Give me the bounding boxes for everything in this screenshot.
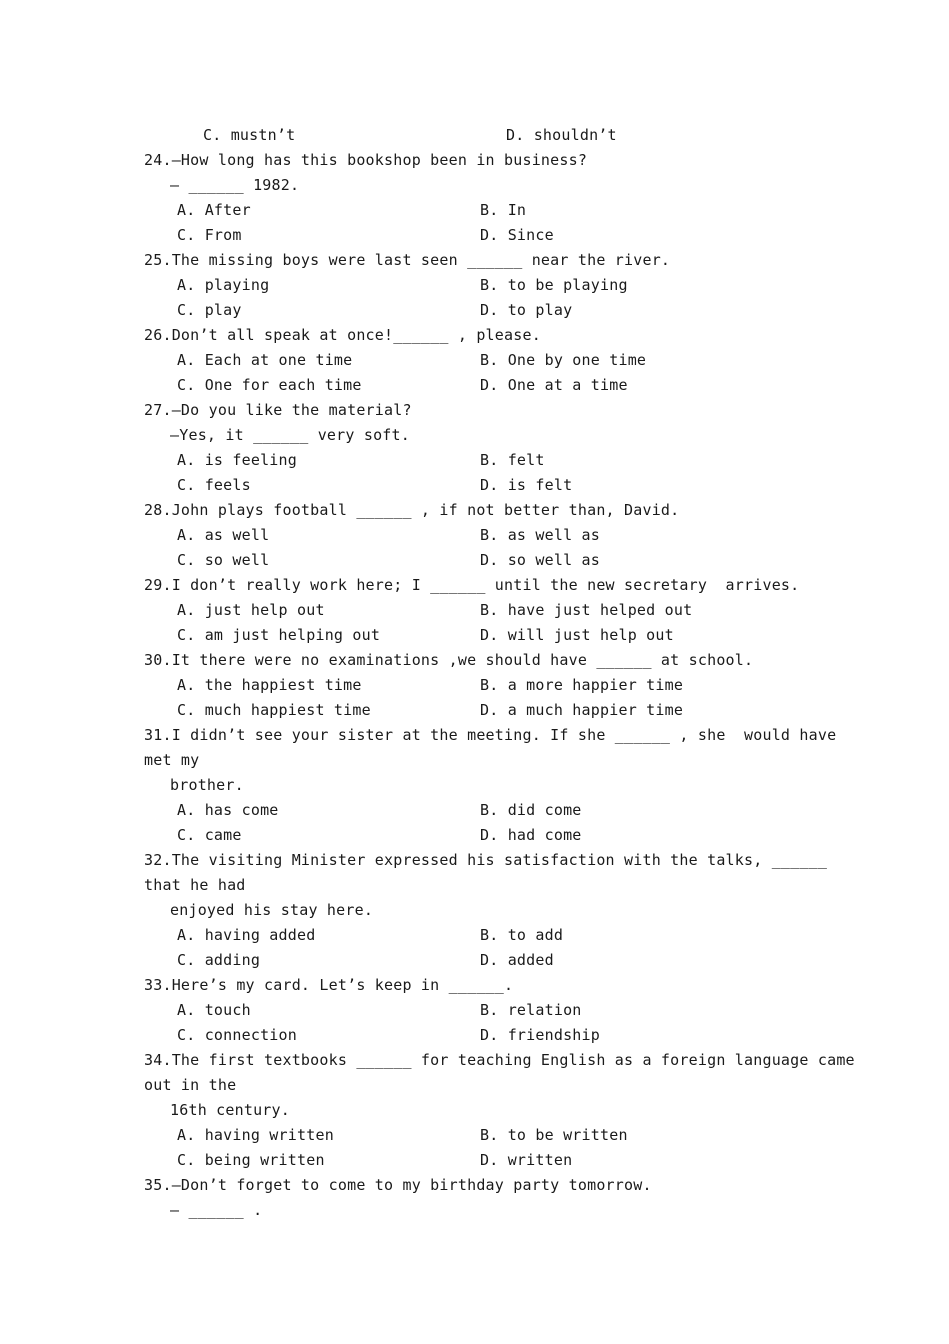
q33-option-b: B. relation [480,1001,582,1019]
q28-option-c: C. so well [177,551,270,569]
q32-option-a: A. having added [177,926,316,944]
question-24-reply: — ______ 1982. [170,176,300,194]
q24-option-a: A. After [177,201,251,219]
prev-option-d: D. shouldn’t [506,126,617,144]
question-32: 32.The visiting Minister expressed his satisfaction with the talks, ______ [144,851,828,869]
question-32-wrap: that he had [144,876,246,894]
q34-option-b: B. to be written [480,1126,628,1144]
question-35: 35.—Don’t forget to come to my birthday party tomorrow. [144,1176,652,1194]
question-31-continued: brother. [170,776,244,794]
q31-option-b: B. did come [480,801,582,819]
q34-option-d: D. written [480,1151,573,1169]
q26-option-d: D. One at a time [480,376,628,394]
q29-option-a: A. just help out [177,601,325,619]
q30-option-c: C. much happiest time [177,701,371,719]
question-34-continued: 16th century. [170,1101,290,1119]
q27-option-d: D. is felt [480,476,573,494]
question-31: 31.I didn’t see your sister at the meeting. If she ______ , she would have [144,726,837,744]
q24-option-c: C. From [177,226,242,244]
question-34: 34.The first textbooks ______ for teaching English as a foreign language came [144,1051,855,1069]
q33-option-d: D. friendship [480,1026,600,1044]
q27-option-b: B. felt [480,451,545,469]
q28-option-a: A. as well [177,526,270,544]
q33-option-c: C. connection [177,1026,297,1044]
q25-option-b: B. to be playing [480,276,628,294]
q30-option-b: B. a more happier time [480,676,684,694]
prev-option-c: C. mustn’t [203,126,296,144]
q28-option-d: D. so well as [480,551,600,569]
q25-option-c: C. play [177,301,242,319]
question-33: 33.Here’s my card. Let’s keep in ______. [144,976,514,994]
question-30: 30.It there were no examinations ,we should have ______ at school. [144,651,754,669]
question-24: 24.—How long has this bookshop been in business? [144,151,588,169]
q32-option-b: B. to add [480,926,564,944]
q30-option-a: A. the happiest time [177,676,362,694]
q28-option-b: B. as well as [480,526,600,544]
q24-option-d: D. Since [480,226,554,244]
q27-option-a: A. is feeling [177,451,297,469]
q31-option-d: D. had come [480,826,582,844]
q29-option-c: C. am just helping out [177,626,381,644]
q30-option-d: D. a much happier time [480,701,684,719]
q25-option-a: A. playing [177,276,270,294]
question-31-wrap: met my [144,751,200,769]
q25-option-d: D. to play [480,301,573,319]
question-34-wrap: out in the [144,1076,237,1094]
question-28: 28.John plays football ______ , if not better than, David. [144,501,680,519]
question-27: 27.—Do you like the material? [144,401,412,419]
question-27-reply: —Yes, it ______ very soft. [170,426,410,444]
q32-option-d: D. added [480,951,554,969]
q31-option-c: C. came [177,826,242,844]
question-29: 29.I don’t really work here; I ______ until the new secretary arrives. [144,576,800,594]
question-25: 25.The missing boys were last seen ______ near the river. [144,251,671,269]
question-26: 26.Don’t all speak at once!______ , please. [144,326,541,344]
q34-option-a: A. having written [177,1126,334,1144]
q31-option-a: A. has come [177,801,279,819]
q27-option-c: C. feels [177,476,251,494]
q33-option-a: A. touch [177,1001,251,1019]
q32-option-c: C. adding [177,951,261,969]
q29-option-d: D. will just help out [480,626,674,644]
q26-option-c: C. One for each time [177,376,362,394]
q26-option-b: B. One by one time [480,351,647,369]
question-32-continued: enjoyed his stay here. [170,901,374,919]
q34-option-c: C. being written [177,1151,325,1169]
q26-option-a: A. Each at one time [177,351,353,369]
q24-option-b: B. In [480,201,527,219]
q29-option-b: B. have just helped out [480,601,693,619]
question-35-reply: — ______ . [170,1201,263,1219]
